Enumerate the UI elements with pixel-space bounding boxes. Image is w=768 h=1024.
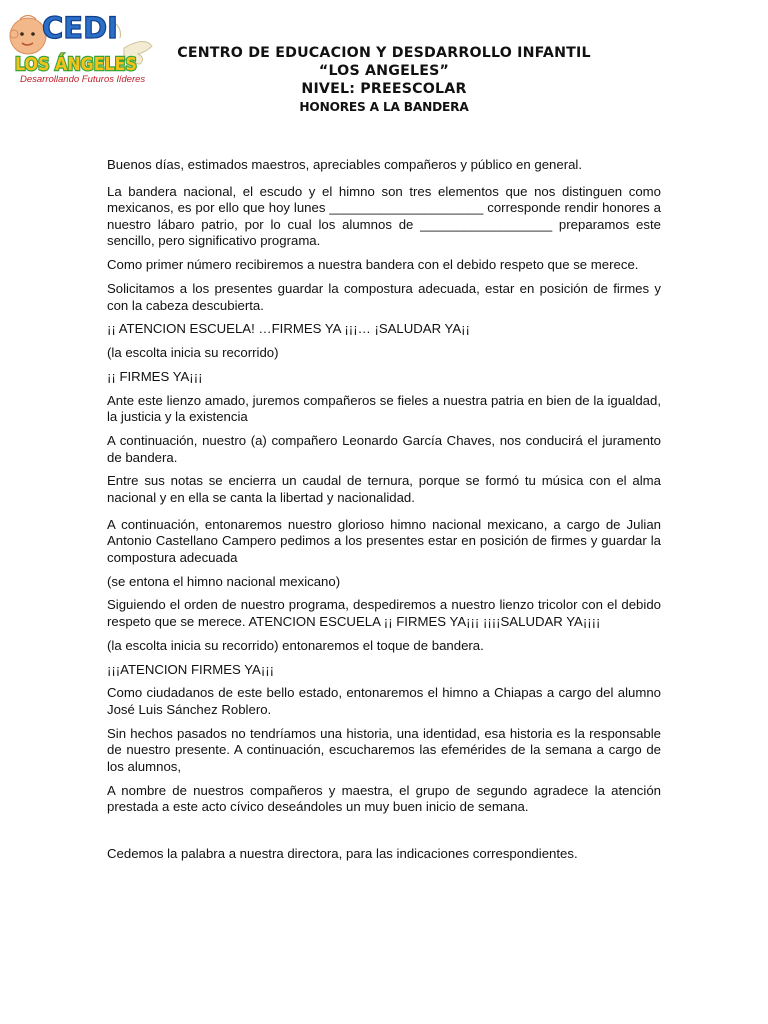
paragraph-intro: La bandera nacional, el escudo y el himno son tres elementos que nos distinguen como mexicanos, es por ello que hoy lunes _____________________ corresponde rendir honores a nuestro lábaro patrio, por lo cual los alumnos de __________________ preparamos este sencillo, pero significativo programa. (107, 183, 661, 249)
logo-title-top (42, 11, 118, 45)
institution-name: CENTRO DE EDUCACION Y DESDARROLLO INFANTIL (177, 45, 591, 61)
svg-text:CEDI: CEDI (42, 11, 118, 45)
institution-subtitle: “LOS ANGELES” (318, 63, 450, 79)
paragraph-closing: Cedemos la palabra a nuestra directora, para las indicaciones correspondientes. (107, 845, 578, 861)
logo-title-bottom (15, 53, 150, 75)
paragraph: A nombre de nuestros compañeros y maestra, el grupo de segundo agradece la atención prestada a este acto cívico deseándoles un muy buen inicio de semana. (107, 782, 661, 815)
paragraph-note: (se entona el himno nacional mexicano) (107, 573, 341, 589)
paragraph-note: (la escolta inicia su recorrido) (107, 345, 279, 361)
paragraph-note: (la escolta inicia su recorrido) entonaremos el toque de bandera. (107, 637, 484, 653)
paragraph: A continuación, entonaremos nuestro glorioso himno nacional mexicano, a cargo de Julian Antonio Castellano Campero pedimos a los presentes estar en posición de firmes y guardar la compostura adecuada (107, 516, 661, 565)
paragraph: Entre sus notas se encierra un caudal de ternura, porque se formó tu música con el alma nacional y en ella se canta la libertad y nacionalidad. (107, 473, 661, 505)
paragraph-command: ¡¡ FIRMES YA¡¡¡ (107, 368, 203, 384)
paragraph: Sin hechos pasados no tendríamos una historia, una identidad, esa historia es la responsable de nuestro presente. A continuación, escucharemos las efemérides de la semana a cargo de los alumnos, (107, 725, 661, 774)
document-header (150, 44, 618, 116)
paragraph-command: ¡¡¡ATENCION FIRMES YA¡¡¡ (107, 661, 275, 677)
paragraph: Siguiendo el orden de nuestro programa, despediremos a nuestro lienzo tricolor con el debido respeto que se merece. ATENCION ESCUELA ¡¡ FIRMES YA¡¡¡ ¡¡¡¡SALUDAR YA¡¡¡¡ (107, 597, 661, 629)
paragraph: Como ciudadanos de este bello estado, entonaremos el himno a Chiapas a cargo del alumno José Luis Sánchez Roblero. (107, 685, 661, 717)
logo-tagline: Desarrollando Futuros líderes (20, 74, 146, 85)
paragraph: A continuación, nuestro (a) compañero Leonardo García Chaves, nos conducirá el juramento de bandera. (107, 433, 661, 465)
level-label: NIVEL: PREESCOLAR (301, 81, 467, 97)
paragraph: Solicitamos a los presentes guardar la compostura adecuada, estar en posición de firmes y con la cabeza descubierta. (107, 280, 661, 313)
svg-text:LOS ÁNGELES: LOS ÁNGELES (15, 55, 150, 75)
paragraph: Como primer número recibiremos a nuestra bandera con el debido respeto que se merece. (107, 257, 639, 273)
document-body (107, 157, 661, 870)
document-title: HONORES A LA BANDERA (299, 100, 469, 114)
paragraph-command: ¡¡ ATENCION ESCUELA! …FIRMES YA ¡¡¡… ¡SALUDAR YA¡¡ (107, 321, 470, 337)
paragraph-greeting: Buenos días, estimados maestros, apreciables compañeros y público en general. (107, 157, 583, 172)
baby-icon (10, 16, 46, 55)
paragraph: Ante este lienzo amado, juremos compañeros se fieles a nuestra patria en bien de la igualdad, la justicia y la existencia (107, 392, 661, 425)
